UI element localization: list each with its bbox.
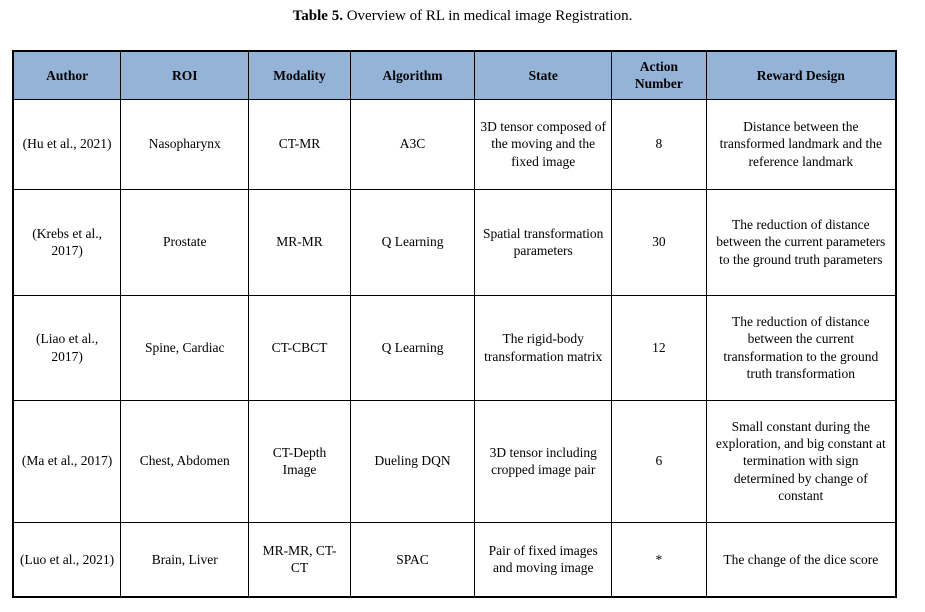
cell-roi: Spine, Cardiac — [121, 295, 249, 400]
cell-modality: CT-MR — [249, 99, 351, 189]
column-header-roi: ROI — [121, 51, 249, 99]
cell-roi: Prostate — [121, 189, 249, 295]
table-caption — [0, 8, 925, 25]
cell-algorithm: Q Learning — [350, 189, 475, 295]
table-row — [13, 189, 896, 295]
cell-reward-design: Distance between the transformed landmark and the reference landmark — [706, 99, 896, 189]
cell-modality: CT-Depth Image — [249, 400, 351, 522]
cell-author: (Liao et al., 2017) — [13, 295, 121, 400]
cell-reward-design: The reduction of distance between the current parameters to the ground truth parameters — [706, 189, 896, 295]
column-header-reward-design: Reward Design — [706, 51, 896, 99]
cell-state: 3D tensor including cropped image pair — [475, 400, 612, 522]
cell-action-number: 8 — [612, 99, 706, 189]
cell-author: (Hu et al., 2021) — [13, 99, 121, 189]
cell-algorithm: A3C — [350, 99, 475, 189]
cell-modality: CT-CBCT — [249, 295, 351, 400]
table-header-row — [13, 51, 896, 99]
cell-state: Spatial transformation parameters — [475, 189, 612, 295]
cell-author: (Ma et al., 2017) — [13, 400, 121, 522]
cell-state: The rigid-body transformation matrix — [475, 295, 612, 400]
cell-state: 3D tensor composed of the moving and the fixed image — [475, 99, 612, 189]
cell-action-number: 12 — [612, 295, 706, 400]
cell-reward-design: Small constant during the exploration, and big constant at termination with sign determined by change of constant — [706, 400, 896, 522]
column-header-action-number: Action Number — [612, 51, 706, 99]
column-header-author: Author — [13, 51, 121, 99]
table-row — [13, 522, 896, 597]
column-header-state: State — [475, 51, 612, 99]
cell-author: (Krebs et al., 2017) — [13, 189, 121, 295]
cell-state: Pair of fixed images and moving image — [475, 522, 612, 597]
column-header-modality: Modality — [249, 51, 351, 99]
cell-action-number: 6 — [612, 400, 706, 522]
cell-action-number: * — [612, 522, 706, 597]
cell-algorithm: Dueling DQN — [350, 400, 475, 522]
cell-algorithm: Q Learning — [350, 295, 475, 400]
cell-action-number: 30 — [612, 189, 706, 295]
cell-reward-design: The change of the dice score — [706, 522, 896, 597]
column-header-algorithm: Algorithm — [350, 51, 475, 99]
cell-roi: Brain, Liver — [121, 522, 249, 597]
cell-author: (Luo et al., 2021) — [13, 522, 121, 597]
cell-reward-design: The reduction of distance between the current transformation to the ground truth transformation — [706, 295, 896, 400]
cell-modality: MR-MR — [249, 189, 351, 295]
rl-registration-table — [12, 50, 897, 598]
cell-roi: Nasopharynx — [121, 99, 249, 189]
table-row — [13, 400, 896, 522]
cell-algorithm: SPAC — [350, 522, 475, 597]
table-row — [13, 295, 896, 400]
table-caption-label: Table 5. — [292, 8, 343, 24]
cell-modality: MR-MR, CT-CT — [249, 522, 351, 597]
table-caption-text: Overview of RL in medical image Registration. — [342, 8, 633, 24]
cell-roi: Chest, Abdomen — [121, 400, 249, 522]
table-row — [13, 99, 896, 189]
